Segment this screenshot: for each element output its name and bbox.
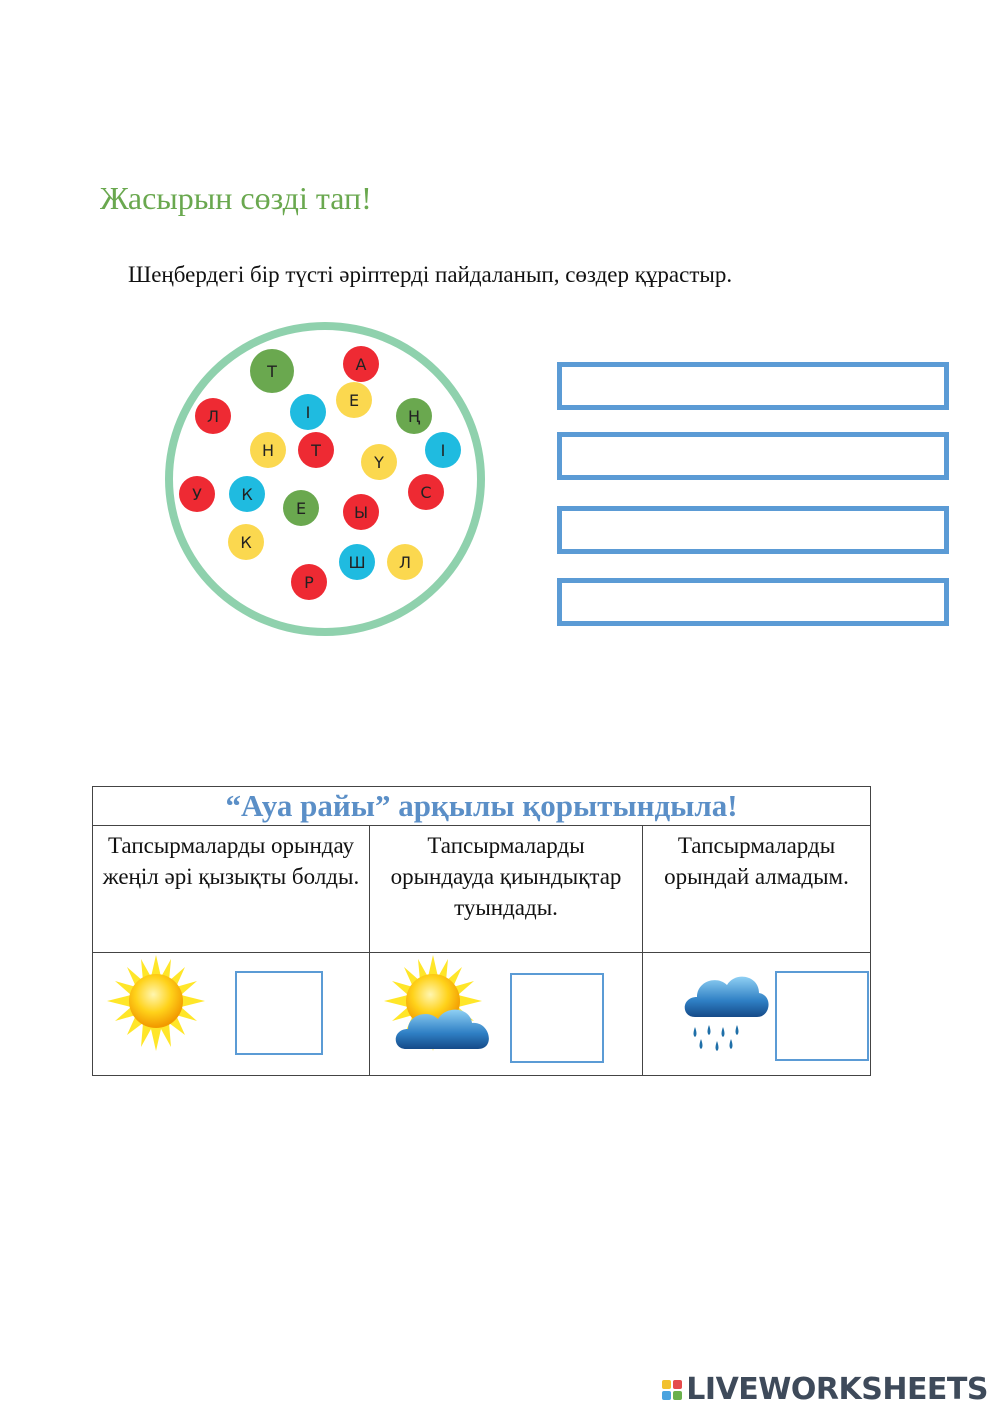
answer-field-4[interactable] — [557, 578, 949, 626]
letter-bubble — [250, 349, 294, 393]
letter-char: А — [355, 354, 367, 374]
letter-bubble — [179, 476, 215, 512]
letter-char: Т — [267, 361, 277, 381]
letter-char: Ш — [348, 552, 366, 572]
letter-char: У — [192, 484, 202, 504]
puzzle-title: Жасырын сөзді тап! — [100, 180, 372, 216]
logo-text: LIVEWORKSHEETS — [686, 1372, 988, 1407]
letter-bubble — [291, 564, 327, 600]
reflection-cell-sun-cloud — [370, 953, 643, 1076]
reflection-table — [92, 786, 871, 1076]
letter-char: І — [305, 402, 311, 422]
sun-icon — [101, 953, 211, 1053]
letter-bubble — [290, 394, 326, 430]
reflection-cell-sun — [93, 953, 370, 1076]
letter-char: Е — [295, 498, 307, 518]
reflection-cell-rain — [643, 953, 871, 1076]
letter-char: Л — [398, 552, 412, 572]
reflection-option-easy: Тапсырмаларды орындау жеңіл әрі қызықты болды. — [93, 826, 370, 953]
letter-char: Ы — [353, 502, 369, 522]
letter-char: Е — [348, 390, 360, 410]
letter-bubble — [343, 494, 379, 530]
answer-field-2[interactable] — [557, 432, 949, 480]
letter-bubble — [298, 432, 334, 468]
letter-char: Р — [304, 572, 314, 592]
checkbox-difficult[interactable] — [510, 973, 604, 1063]
liveworksheets-logo — [662, 1372, 988, 1407]
letter-char: І — [440, 440, 446, 460]
letter-char: Т — [311, 440, 321, 460]
letter-bubble — [343, 346, 379, 382]
answer-field-3[interactable] — [557, 506, 949, 554]
letter-bubble — [408, 474, 444, 510]
letter-bubble — [339, 544, 375, 580]
reflection-option-difficult: Тапсырмаларды орындауда қиындықтар туындады. — [370, 826, 643, 953]
reflection-option-failed: Тапсырмаларды орындай алмадым. — [643, 826, 871, 953]
letter-bubble — [195, 398, 231, 434]
letter-char: К — [240, 532, 252, 552]
rain-cloud-icon — [679, 969, 769, 1055]
letter-bubble — [336, 382, 372, 418]
letter-char: Ү — [374, 452, 384, 472]
letter-char: С — [420, 482, 432, 502]
letter-bubble — [229, 476, 265, 512]
logo-mark-icon — [662, 1380, 682, 1400]
checkbox-easy[interactable] — [235, 971, 323, 1055]
letter-bubble — [283, 490, 319, 526]
letter-bubble — [228, 524, 264, 560]
letter-bubble — [396, 398, 432, 434]
reflection-title: “Ауа райы” арқылы қорытындыла! — [93, 787, 871, 826]
letter-char: Н — [261, 440, 275, 460]
letter-char: К — [241, 484, 253, 504]
checkbox-failed[interactable] — [775, 971, 869, 1061]
letter-bubble — [387, 544, 423, 580]
letter-bubble — [361, 444, 397, 480]
letter-char: Ң — [407, 406, 421, 426]
letter-bubble — [425, 432, 461, 468]
letter-bubble — [250, 432, 286, 468]
sun-cloud-icon — [378, 953, 502, 1057]
letter-char: Л — [206, 406, 220, 426]
puzzle-instruction: Шеңбердегі бір түсті әріптерді пайдаланып, сөздер құрастыр. — [128, 262, 733, 287]
answer-field-1[interactable] — [557, 362, 949, 410]
